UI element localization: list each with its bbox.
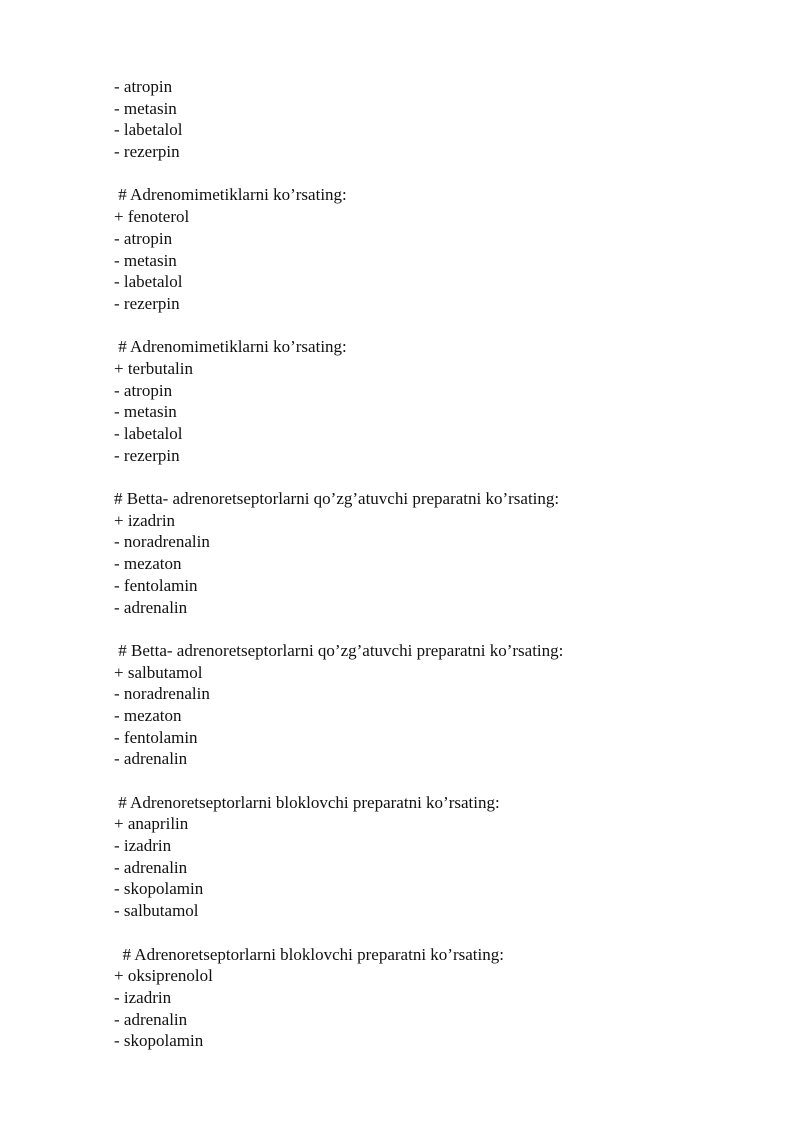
- document-content: [114, 76, 754, 1052]
- answer-option: - adrenalin: [114, 1009, 188, 1029]
- answer-option: - mezaton: [114, 705, 182, 725]
- answer-option: - skopolamin: [114, 879, 204, 899]
- question-block: [114, 336, 754, 466]
- answer-option-correct: + fenoterol: [114, 207, 190, 227]
- answer-option: - skopolamin: [114, 1031, 204, 1051]
- answer-option: - labetalol: [114, 120, 183, 140]
- answer-list-top: [114, 76, 754, 163]
- spacer: [114, 466, 754, 488]
- question-text: # Adrenomimetiklarni ko’rsating:: [114, 337, 347, 357]
- question-block: [114, 488, 754, 618]
- answer-option: - rezerpin: [114, 293, 180, 313]
- question-block: [114, 792, 754, 922]
- answer-option-correct: + izadrin: [114, 510, 176, 530]
- answer-option-correct: + oksiprenolol: [114, 966, 213, 986]
- answer-option: - atropin: [114, 77, 173, 96]
- spacer: [114, 770, 754, 792]
- question-text: # Betta- adrenoretseptorlarni qo’zg’atuvchi preparatni ko’rsating:: [114, 640, 564, 660]
- answer-option-correct: + terbutalin: [114, 358, 193, 378]
- answer-option: - noradrenalin: [114, 684, 210, 704]
- spacer: [114, 618, 754, 640]
- answer-option: - fentolamin: [114, 575, 198, 595]
- question-text: # Adrenoretseptorlarni bloklovchi preparatni ko’rsating:: [114, 944, 504, 964]
- question-text: # Adrenomimetiklarni ko’rsating:: [114, 185, 347, 205]
- answer-option: - metasin: [114, 250, 177, 270]
- answer-option: - atropin: [114, 228, 173, 248]
- answer-option-correct: + salbutamol: [114, 662, 203, 682]
- spacer: [114, 163, 754, 185]
- answer-option-correct: + anaprilin: [114, 814, 189, 834]
- answer-option: - noradrenalin: [114, 532, 210, 552]
- question-text: # Adrenoretseptorlarni bloklovchi preparatni ko’rsating:: [114, 792, 500, 812]
- answer-option: - atropin: [114, 380, 173, 400]
- answer-option: - metasin: [114, 402, 177, 422]
- answer-option: - izadrin: [114, 987, 172, 1007]
- spacer: [114, 315, 754, 337]
- answer-option: - adrenalin: [114, 857, 188, 877]
- question-block: [114, 184, 754, 314]
- answer-option: - salbutamol: [114, 901, 199, 921]
- answer-option: - labetalol: [114, 424, 183, 443]
- answer-option: - adrenalin: [114, 597, 188, 617]
- answer-option: - adrenalin: [114, 749, 188, 769]
- question-text: # Betta- adrenoretseptorlarni qo’zg’atuvchi preparatni ko’rsating:: [114, 489, 560, 509]
- answer-option: - mezaton: [114, 554, 182, 574]
- answer-option: - labetalol: [114, 272, 183, 292]
- answer-option: - metasin: [114, 98, 177, 118]
- question-block: [114, 944, 754, 1052]
- question-block: [114, 640, 754, 770]
- answer-option: - izadrin: [114, 836, 172, 856]
- answer-option: - fentolamin: [114, 727, 198, 747]
- answer-option: - rezerpin: [114, 142, 180, 162]
- answer-option: - rezerpin: [114, 445, 180, 465]
- spacer: [114, 922, 754, 944]
